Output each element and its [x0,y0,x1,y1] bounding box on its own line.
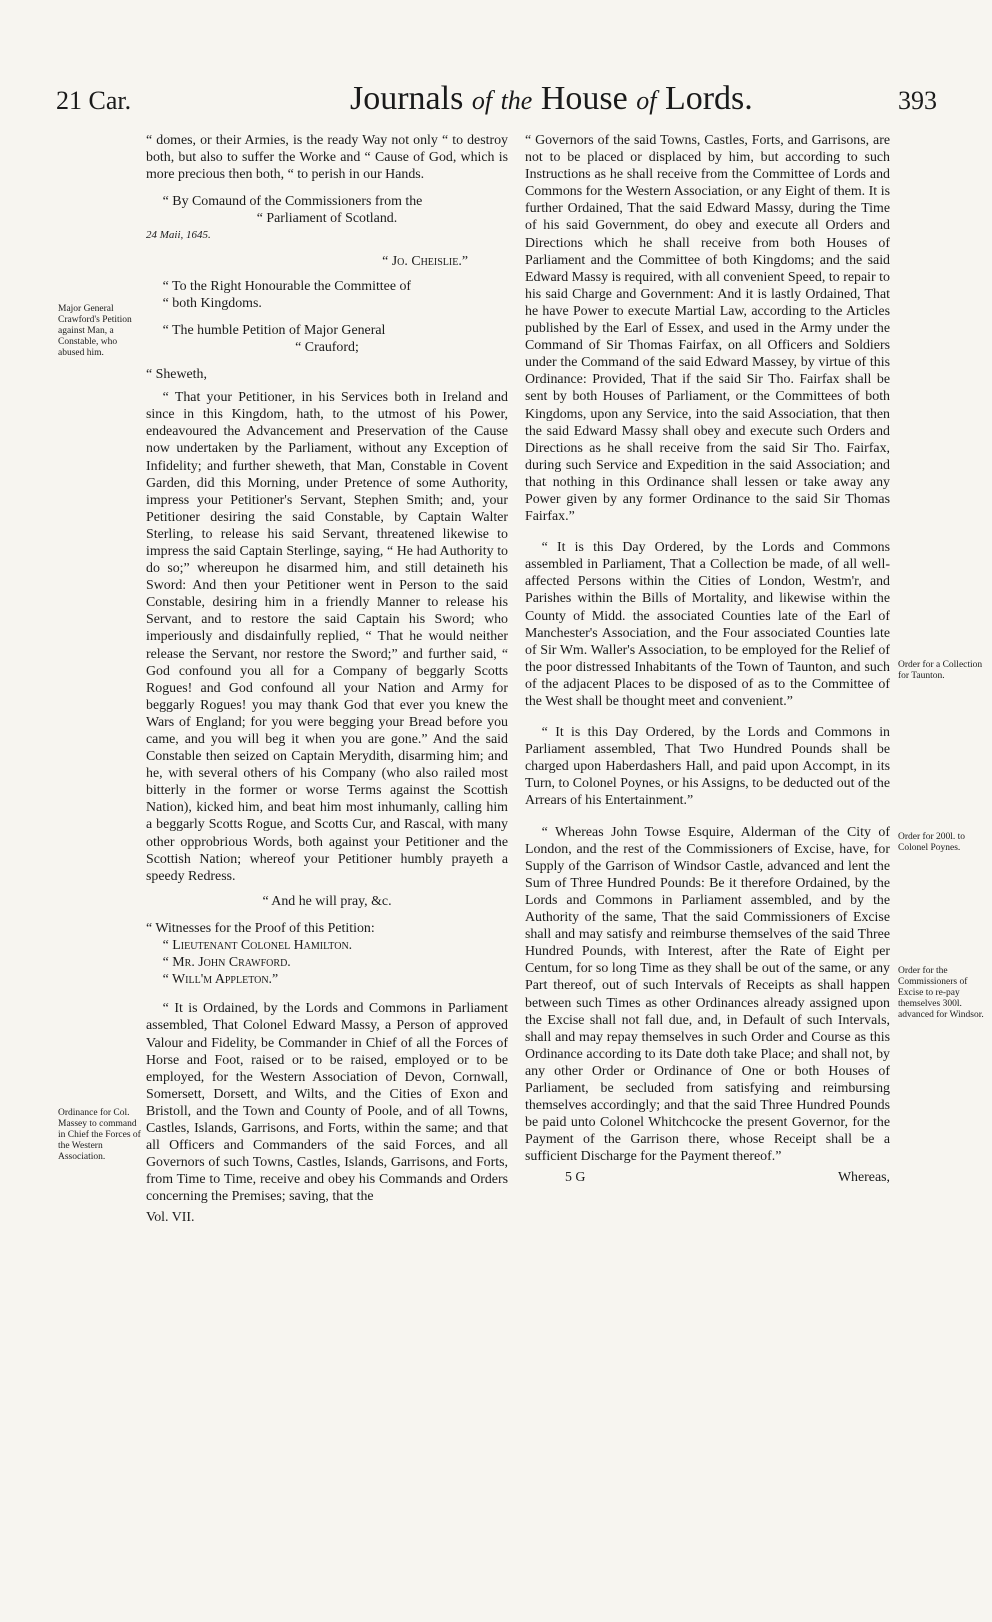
margin-note-taunton: Order for a Collection for Taunton. [898,660,983,681]
witness-entry: “ Lieutenant Colonel Hamilton. [162,938,353,954]
order-poynes: “ It is this Day Ordered, by the Lords and Commons in Parliament assembled, That Two Hundred Pounds shall be charged upon Haberdashers Hall, and paid upon Accompt, in its Turn, to Colonel Poynes, or his Assigns, to be deducted out of the Arrears of his Entertainment.” [525,725,890,809]
witness-entry: “ Mr. John Crawford. [162,955,291,971]
witness-entry: “ Will'm Appleton.” [162,972,279,988]
margin-note-poynes: Order for 200l. to Colonel Poynes. [898,832,966,853]
margin-note-massy: Ordinance for Col. Massey to command in Chief the Forces of the Western Association. [58,1108,141,1162]
title-word: House [540,80,628,117]
letter-signature: “ Jo. Cheislie.” [382,253,468,269]
margin-note-crawford: Major General Crawford's Petition against Man, a Constable, who abused him. [58,304,132,358]
regnal-year: 21 Car. [56,86,132,115]
right-footer [525,1169,890,1186]
petition-prayer: “ And he will pray, &c. [262,893,392,909]
title-word: of [471,86,493,115]
title-word: Lords. [664,80,753,117]
right-column [525,132,890,1187]
order-taunton-collection: “ It is this Day Ordered, by the Lords and Commons assembled in Parliament, That a Collection be made, of all well-affected Persons within the Cities of London, Westm'r, and Parishes within the Bills of Mortality, and likewise within the County of Midd. the associated Counties late of the Earl of Manchester's Association, and the Four associated Counties late of Sir Wm. Waller's Association, to be employed for the Relief of the poor distressed Inhabitants of the Town of Taunton, and such of the adjacent Places to be disposed of as to the Committee of the West shall be thought meet and convenient.” [525,540,890,709]
petition-address: “ To the Right Honourable the Committee of [162,278,412,294]
letter-date: 24 Maii, 1645. [146,229,211,242]
running-title [350,80,753,118]
ordinance-massy: “ It is Ordained, by the Lords and Commons in Parliament assembled, That Colonel Edward Massy, a Person of approved Valour and Fidelity, be Commander in Chief of all the Forces of Horse and Foot, raised or to be raised, employed or to be employed, for the Western Association of Devon, Cornwall, Somersett, Dorsett, and Wilts, and the Cities of Exon and Bristoll, and the Town and County of Poole, and of all Towns, Castles, Islands, Garrisons, and Forts, within the same; and that all Officers and Commanders of the said Forces, and all Governors of such Towns, Castles, Islands, Garrisons, and Forts, from Time to Time, receive and obey his Commands and Orders concerning the Premises; saving, that the [146,1001,508,1205]
petition-body: “ That your Petitioner, in his Services both in Ireland and since in this Kingdom, hath, to the utmost of his Power, endeavoured the Advancement and Preservation of the Cause now undertaken by the Parliament, without any Exception of Infidelity; and further sheweth, that Man, Constable in Covent Garden, did this Morning, under Pretence of some Authority, impress your Petitioner's Servant, Stephen Smith; and, your Petitioner desiring the said Constable, by Captain Walter Sterling, to release his said Servant, threatened likewise to impress the said Captain Sterlinge, saying, “ He had Authority to do so;” whereupon he disarmed him, and still detaineth his Sword: And then your Petitioner went in Person to the said Constable, desiring him in a friendly Manner to release his Servant, and to restore the said Captain his Sword; who imperiously and disdainfully replied, “ That he would neither release the Servant, nor restore the Sword;” and further said, “ God confound you all for a Company of beggarly Scotts Rogues! and God confound all your Nation and Army for beggarly Rogues! you may thank God that ever you knew the Wars of England; for you were begging your Bread before you came, and you will beg it when you are gone.” And the said Constable then seized on Captain Merydith, disarming him; and he, with several others of his Company (who also railed most bitterly in the former or worse Terms against the Scottish Nation), kicked him, and beat him most inhumanly, calling him a beggarly Scotts Rogue, and Scotts Cur, and Rascal, with many other opprobrious Words, both against your Petitioner and the Scottish Nation; whereof your Petitioner humbly prayeth a speedy Redress. [146,390,508,884]
left-column [146,132,508,1227]
left-footer [146,1209,508,1226]
letter-closing-paragraph: “ domes, or their Armies, is the ready Way not only “ to destroy both, but also to suffer the Worke and “ Cause of God, which is more precious then both, “ to perish in our Hands. [146,133,508,183]
page-number: 393 [898,86,937,115]
signature-mark: 5 G [565,1170,586,1186]
witnesses-heading: “ Witnesses for the Proof of this Petition: [146,920,375,936]
ordinance-massy-continued: “ Governors of the said Towns, Castles, Forts, and Garrisons, are not to be placed or displaced by him, but according to such Instructions as he shall receive from the Committee of Lords and Commons for the Western Association, or any Eight of them. It is further Ordained, That the said Edward Massy, during the Time of his said Government, do obey and execute all Orders and Directions which he shall receive from both Houses of Parliament and the Committee of both Kingdoms; and the said Edward Massy is required, with all convenient Speed, to repair to his said Charge and Government: And it is lastly Ordained, That he have Power to execute Martial Law, according to the Articles published by the Earl of Essex, and used in the Army under the Command of Sir Thomas Fairfax, on all Officers and Soldiers under the Command of the said Edward Massey, by virtue of this Ordinance: Provided, That if the said Sir Tho. Fairfax shall be sent by both Houses of Parliament, or the Committees of both Kingdoms, upon any Service, into the said Association, that then the said Edward Massy shall obey and execute such Orders and Directions as he shall receive from the said Sir Tho. Fairfax, during such Service and Expedition in the said Association; and that nothing in this Ordinance shall lessen or take away any Power given by any former Ordinance to the said Sir Thomas Fairfax.” [525,133,890,525]
command-line: “ By Comaund of the Commissioners from the [162,194,423,210]
title-word: of [636,86,657,115]
order-excise-windsor: “ Whereas John Towse Esquire, Alderman of the City of London, and the rest of the Commissioners of Excise, have, for Supply of the Garrison of Windsor Castle, advanced and lent the Sum of Three Hundred Pounds: Be it therefore Ordained, by the Lords and Commons in Parliament assembled, and by the Authority of the same, That the said Commissioners of Excise shall and may satisfy and reimburse themselves of the said Three Hundred Pounds, with Interest, after the Rate of Eight per Centum, for so long Time as they shall be out of the same, or any Part thereof, out of such Intervals of Receipts as shall happen between such Times as other Ordinances already assigned upon the Excise shall not fall due, and, in Default of such Intervals, shall and may repay themselves in such Order and Course as this Ordinance according to its Date doth take Place; and shall not, by any other Order or Ordinance of One or both Houses of Parliament, be secluded from satisfying and reimbursing themselves accordingly; and that the said Three Hundred Pounds be paid unto Colonel Whitchcocke the present Governor, for the Payment of the Garrison there, whose Receipt shall be a sufficient Discharge for the Payment thereof.” [525,824,890,1165]
margin-note-excise: Order for the Commissioners of Excise to re-pay themselves 300l. advanced for Windsor. [898,966,984,1020]
volume-number: Vol. VII. [146,1210,195,1226]
petition-title: “ Crauford; [295,339,359,355]
command-line: “ Parliament of Scotland. [256,211,398,227]
petition-address: “ both Kingdoms. [162,295,262,311]
catchword: Whereas, [837,1170,890,1186]
title-word: Journals [350,80,464,117]
petition-sheweth: “ Sheweth, [146,367,207,383]
page-header [0,76,992,126]
title-word: the [500,86,533,115]
petition-title: “ The humble Petition of Major General [162,322,386,338]
